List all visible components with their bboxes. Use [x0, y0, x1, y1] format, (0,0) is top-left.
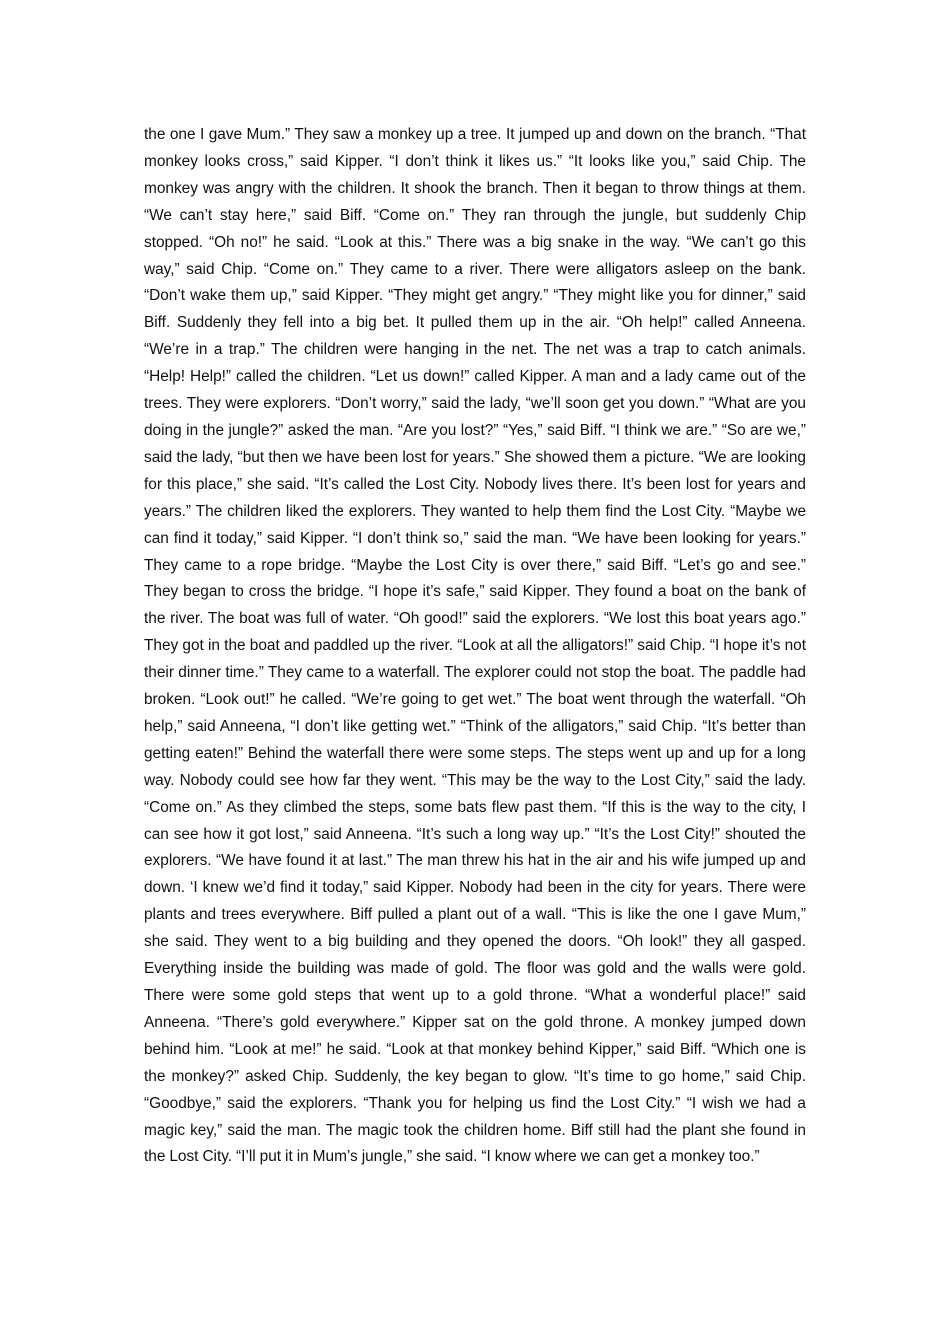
story-paragraph: the one I gave Mum.” They saw a monkey up a tree. It jumped up and down on the branch. “That monkey looks cross,” said Kipper. “I don’t think it likes us.” “It looks like you,” said Chip. The monkey was angry with the children. It shook the branch. Then it began to throw things at them. “We can’t stay here,” said Biff. “Come on.” They ran through the jungle, but suddenly Chip stopped. “Oh no!” he said. “Look at this.” There was a big snake in the way. “We can’t go this way,” said Chip. “Come on.” They came to a river. There were alligators asleep on the bank. “Don’t wake them up,” said Kipper. “They might get angry.” “They might like you for dinner,” said Biff. Suddenly they fell into a big bet. It pulled them up in the air. “Oh help!” called Anneena. “We’re in a trap.” The children were hanging in the net. The net was a trap to catch animals. “Help! Help!” called the children. “Let us down!” called Kipper. A man and a lady came out of the trees. They were explorers. “Don’t worry,” said the lady, “we’ll soon get you down.” “What are you doing in the jungle?” asked the man. “Are you lost?” “Yes,” said Biff. “I think we are.” “So are we,” said the lady, “but then we have been lost for years.” She showed them a picture. “We are looking for this place,” she said. “It’s called the Lost City. Nobody lives there. It’s been lost for years and years.” The children liked the explorers. They wanted to help them find the Lost City. “Maybe we can find it today,” said Kipper. “I don’t think so,” said the man. “We have been looking for years.” They came to a rope bridge. “Maybe the Lost City is over there,” said Biff. “Let’s go and see.” They began to cross the bridge. “I hope it’s safe,” said Kipper. They found a boat on the bank of the river. The boat was full of water. “Oh good!” said the explorers. “We lost this boat years ago.” They got in the boat and paddled up the river. “Look at all the alligators!” said Chip. “I hope it’s not their dinner time.” They came to a waterfall. The explorer could not stop the boat. The paddle had broken. “Look out!” he called. “We’re going to get wet.” The boat went through the waterfall. “Oh help,” said Anneena, “I don’t like getting wet.” “Think of the alligators,” said Chip. “It’s better than getting eaten!” Behind the waterfall there were some steps. The steps went up and up for a long way. Nobody could see how far they went. “This may be the way to the Lost City,” said the lady. “Come on.” As they climbed the steps, some bats flew past them. “If this is the way to the city, I can see how it got lost,” said Anneena. “It’s such a long way up.” “It’s the Lost City!” shouted the explorers. “We have found it at last.” The man threw his hat in the air and his wife jumped up and down. ‘I knew we’d find it today,” said Kipper. Nobody had been in the city for years. There were plants and trees everywhere. Biff pulled a plant out of a wall. “This is like the one I gave Mum,” she said. They went to a big building and they opened the doors. “Oh look!” they all gasped. Everything inside the building was made of gold. The floor was gold and the walls were gold. There were some gold steps that went up to a gold throne. “What a wonderful place!” said Anneena. “There’s gold everywhere.” Kipper sat on the gold throne. A monkey jumped down behind him. “Look at me!” he said. “Look at that monkey behind Kipper,” said Biff. “Which one is the monkey?” asked Chip. Suddenly, the key began to glow. “It’s time to go home,” said Chip. “Goodbye,” said the explorers. “Thank you for helping us find the Lost City.” “I wish we had a magic key,” said the man. The magic took the children home. Biff still had the plant she found in the Lost City. “I’ll put it in Mum’s jungle,” she said. “I know where we can get a monkey too.”	[144, 126, 806, 1166]
